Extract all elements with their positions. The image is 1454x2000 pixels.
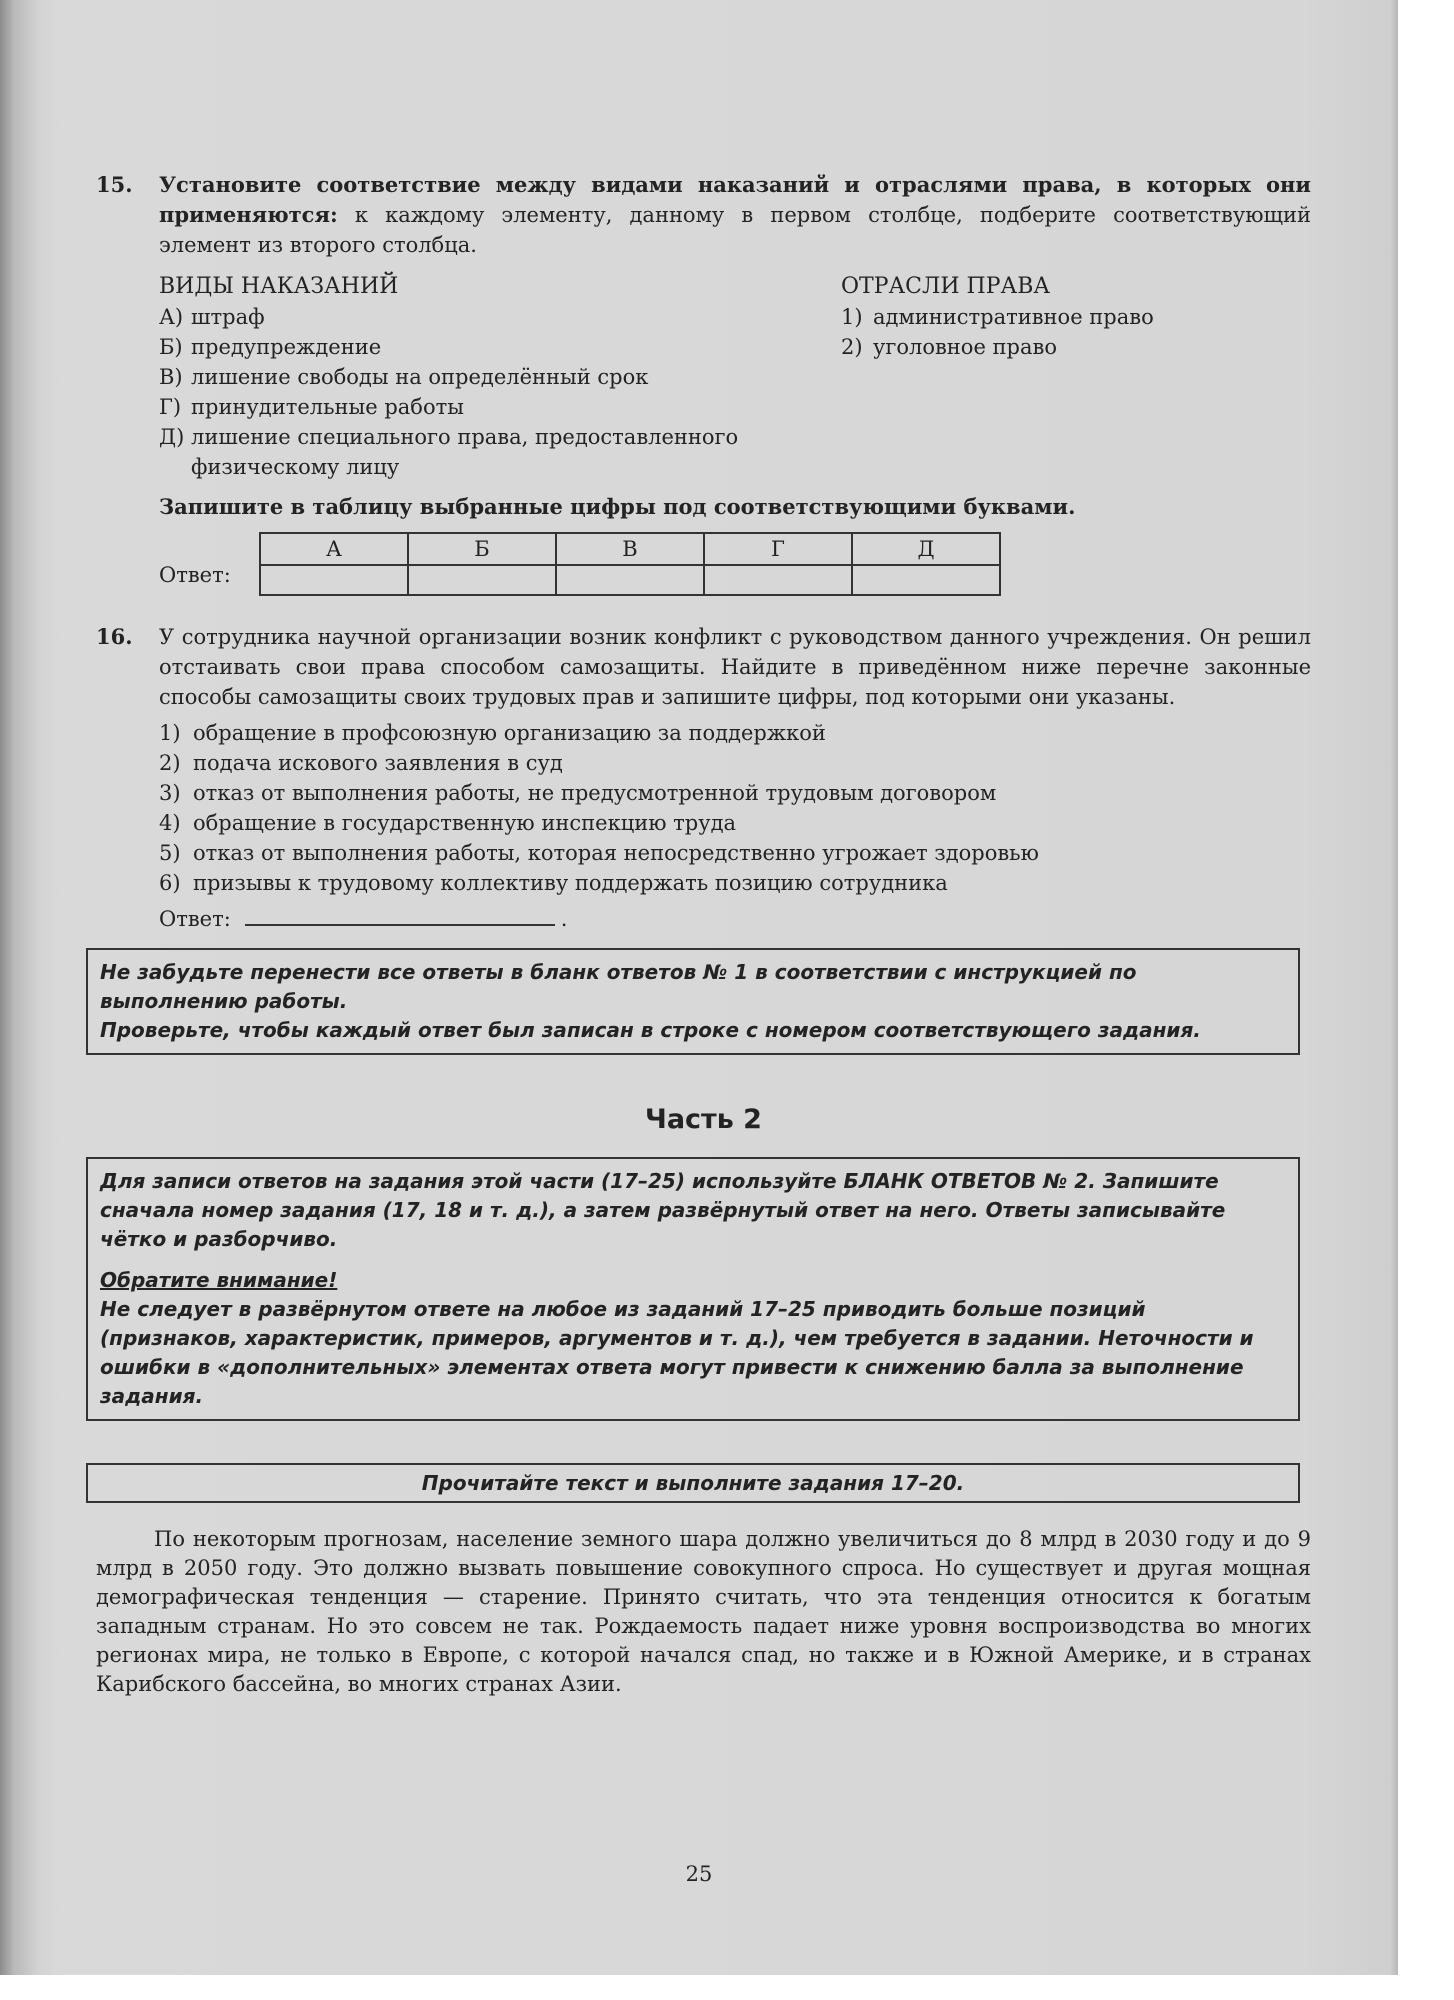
option-item (159, 868, 1311, 898)
right-column (841, 272, 1311, 482)
answer-line: Ответ: . (159, 902, 1311, 934)
left-column-heading: ВИДЫ НАКАЗАНИЙ (159, 274, 399, 299)
item-text: предупреждение (191, 335, 382, 359)
item-label: 2) (159, 751, 181, 775)
right-column-heading: ОТРАСЛИ ПРАВА (841, 274, 1051, 299)
item-label: 1) (841, 305, 863, 329)
punishment-item (159, 302, 799, 332)
table-instruction: Запишите в таблицу выбранные цифры под соответствующими буквами. (159, 494, 1076, 519)
part-2-instructions-box (86, 1157, 1300, 1421)
item-label: 2) (841, 335, 863, 359)
item-label: Д) (159, 425, 185, 449)
item-text: обращение в профсоюзную организацию за поддержкой (193, 721, 826, 745)
attention-text: Не следует в развёрнутом ответе на любое из заданий 17–25 приводить больше позиций (признаков, характеристик, примеров, аргументов и т. д.), чем требуется в задании. Неточности и ошибки в «дополнительных» элементах ответа могут привести к снижению балла за выполнение задания. (100, 1297, 1254, 1408)
answer-table-row (159, 532, 1311, 596)
answer-label: Ответ: (159, 563, 231, 587)
answer-table-cell[interactable] (408, 565, 556, 595)
answer-table-header: А (260, 533, 408, 565)
answer-label: Ответ: (159, 907, 231, 931)
item-label: Б) (159, 335, 183, 359)
answer-table-header: Б (408, 533, 556, 565)
option-item (159, 778, 1311, 808)
item-text: призывы к трудовому коллективу поддержать позицию сотрудника (193, 871, 948, 895)
option-item (159, 748, 1311, 778)
question-prompt: Установите соответствие между видами наказаний и отраслями права, в которых они применяются: к каждому элементу, данному в первом столбце, подберите соответствующий элемент из второго столбца. (159, 172, 1311, 257)
punishment-item (159, 392, 799, 422)
attention-title: Обратите внимание! (100, 1268, 338, 1292)
option-item (159, 718, 1311, 748)
item-label: 1) (159, 721, 181, 745)
item-text: отказ от выполнения работы, которая непосредственно угрожает здоровью (193, 841, 1039, 865)
item-label: 5) (159, 841, 181, 865)
notice-line-1: Не забудьте перенести все ответы в бланк ответов № 1 в соответствии с инструкцией по выполнению работы. (100, 960, 1137, 1013)
punishment-item (159, 362, 799, 392)
option-item (159, 838, 1311, 868)
page-content (96, 170, 1311, 1699)
law-branch-item (841, 332, 1311, 362)
question-number: 15. (96, 172, 133, 197)
notice-box (86, 948, 1300, 1055)
question-number: 16. (96, 624, 133, 649)
answer-table (259, 532, 1001, 596)
passage-paragraph: По некоторым прогнозам, население земного шара должно увеличиться до 8 млрд в 2030 году и до 9 млрд в 2050 году. Это должно вызвать повышение совокупного спроса. Но существует и другая мощная демографическая тенденция — старение. Принято считать, что эта тенденция относится к богатым западным странам. Но это совсем не так. Рождаемость падает ниже уровня воспроизводства во многих регионах мира, не только в Европе, с которой начался спад, но также и в Южной Америке, и в странах Карибского бассейна, во многих странах Азии. (96, 1527, 1311, 1696)
answer-table-header: Г (704, 533, 852, 565)
part-2-instructions: Для записи ответов на задания этой части (17–25) используйте БЛАНК ОТВЕТОВ № 2. Запишите сначала номер задания (17, 18 и т. д.), а затем развёрнутый ответ на него. Ответы записывайте чётко и разборчиво. (100, 1169, 1226, 1251)
answer-table-cell[interactable] (260, 565, 408, 595)
item-label: 4) (159, 811, 181, 835)
item-label: Г) (159, 395, 182, 419)
law-branch-item (841, 302, 1311, 332)
option-item (159, 808, 1311, 838)
answer-table-header: Д (852, 533, 1000, 565)
item-label: 6) (159, 871, 181, 895)
read-text-box: Прочитайте текст и выполните задания 17–20. (86, 1463, 1300, 1503)
question-16 (96, 622, 1311, 934)
answer-table-cell[interactable] (704, 565, 852, 595)
answer-table-cell[interactable] (852, 565, 1000, 595)
question-prompt: У сотрудника научной организации возник конфликт с руководством данного учреждения. Он решил отстаивать свои права способом самозащиты. Найдите в приведённом ниже перечне законные способы самозащиты своих трудовых прав и запишите цифры, под которыми они указаны. (159, 625, 1311, 709)
answer-table-header: В (556, 533, 704, 565)
item-text: лишение свободы на определённый срок (191, 365, 649, 389)
item-text: обращение в государственную инспекцию труда (193, 811, 737, 835)
item-text: подача искового заявления в суд (193, 751, 563, 775)
question-15 (96, 170, 1311, 596)
item-text: принудительные работы (191, 395, 464, 419)
left-column (159, 272, 799, 482)
item-label: 3) (159, 781, 181, 805)
item-label: А) (159, 305, 184, 329)
answer-input-line[interactable] (245, 902, 555, 926)
item-text: отказ от выполнения работы, не предусмотренной трудовым договором (193, 781, 997, 805)
punishment-item (159, 422, 799, 482)
notice-line-2: Проверьте, чтобы каждый ответ был записан в строке с номером соответствующего задания. (100, 1018, 1201, 1042)
part-2-title: Часть 2 (645, 1104, 762, 1135)
item-text: лишение специального права, предоставленного физическому лицу (191, 425, 739, 479)
item-label: В) (159, 365, 183, 389)
answer-table-cell[interactable] (556, 565, 704, 595)
item-text: уголовное право (873, 335, 1057, 359)
item-text: административное право (873, 305, 1154, 329)
punishment-item (159, 332, 799, 362)
page-number: 25 (685, 1862, 713, 1886)
item-text: штраф (191, 305, 265, 329)
